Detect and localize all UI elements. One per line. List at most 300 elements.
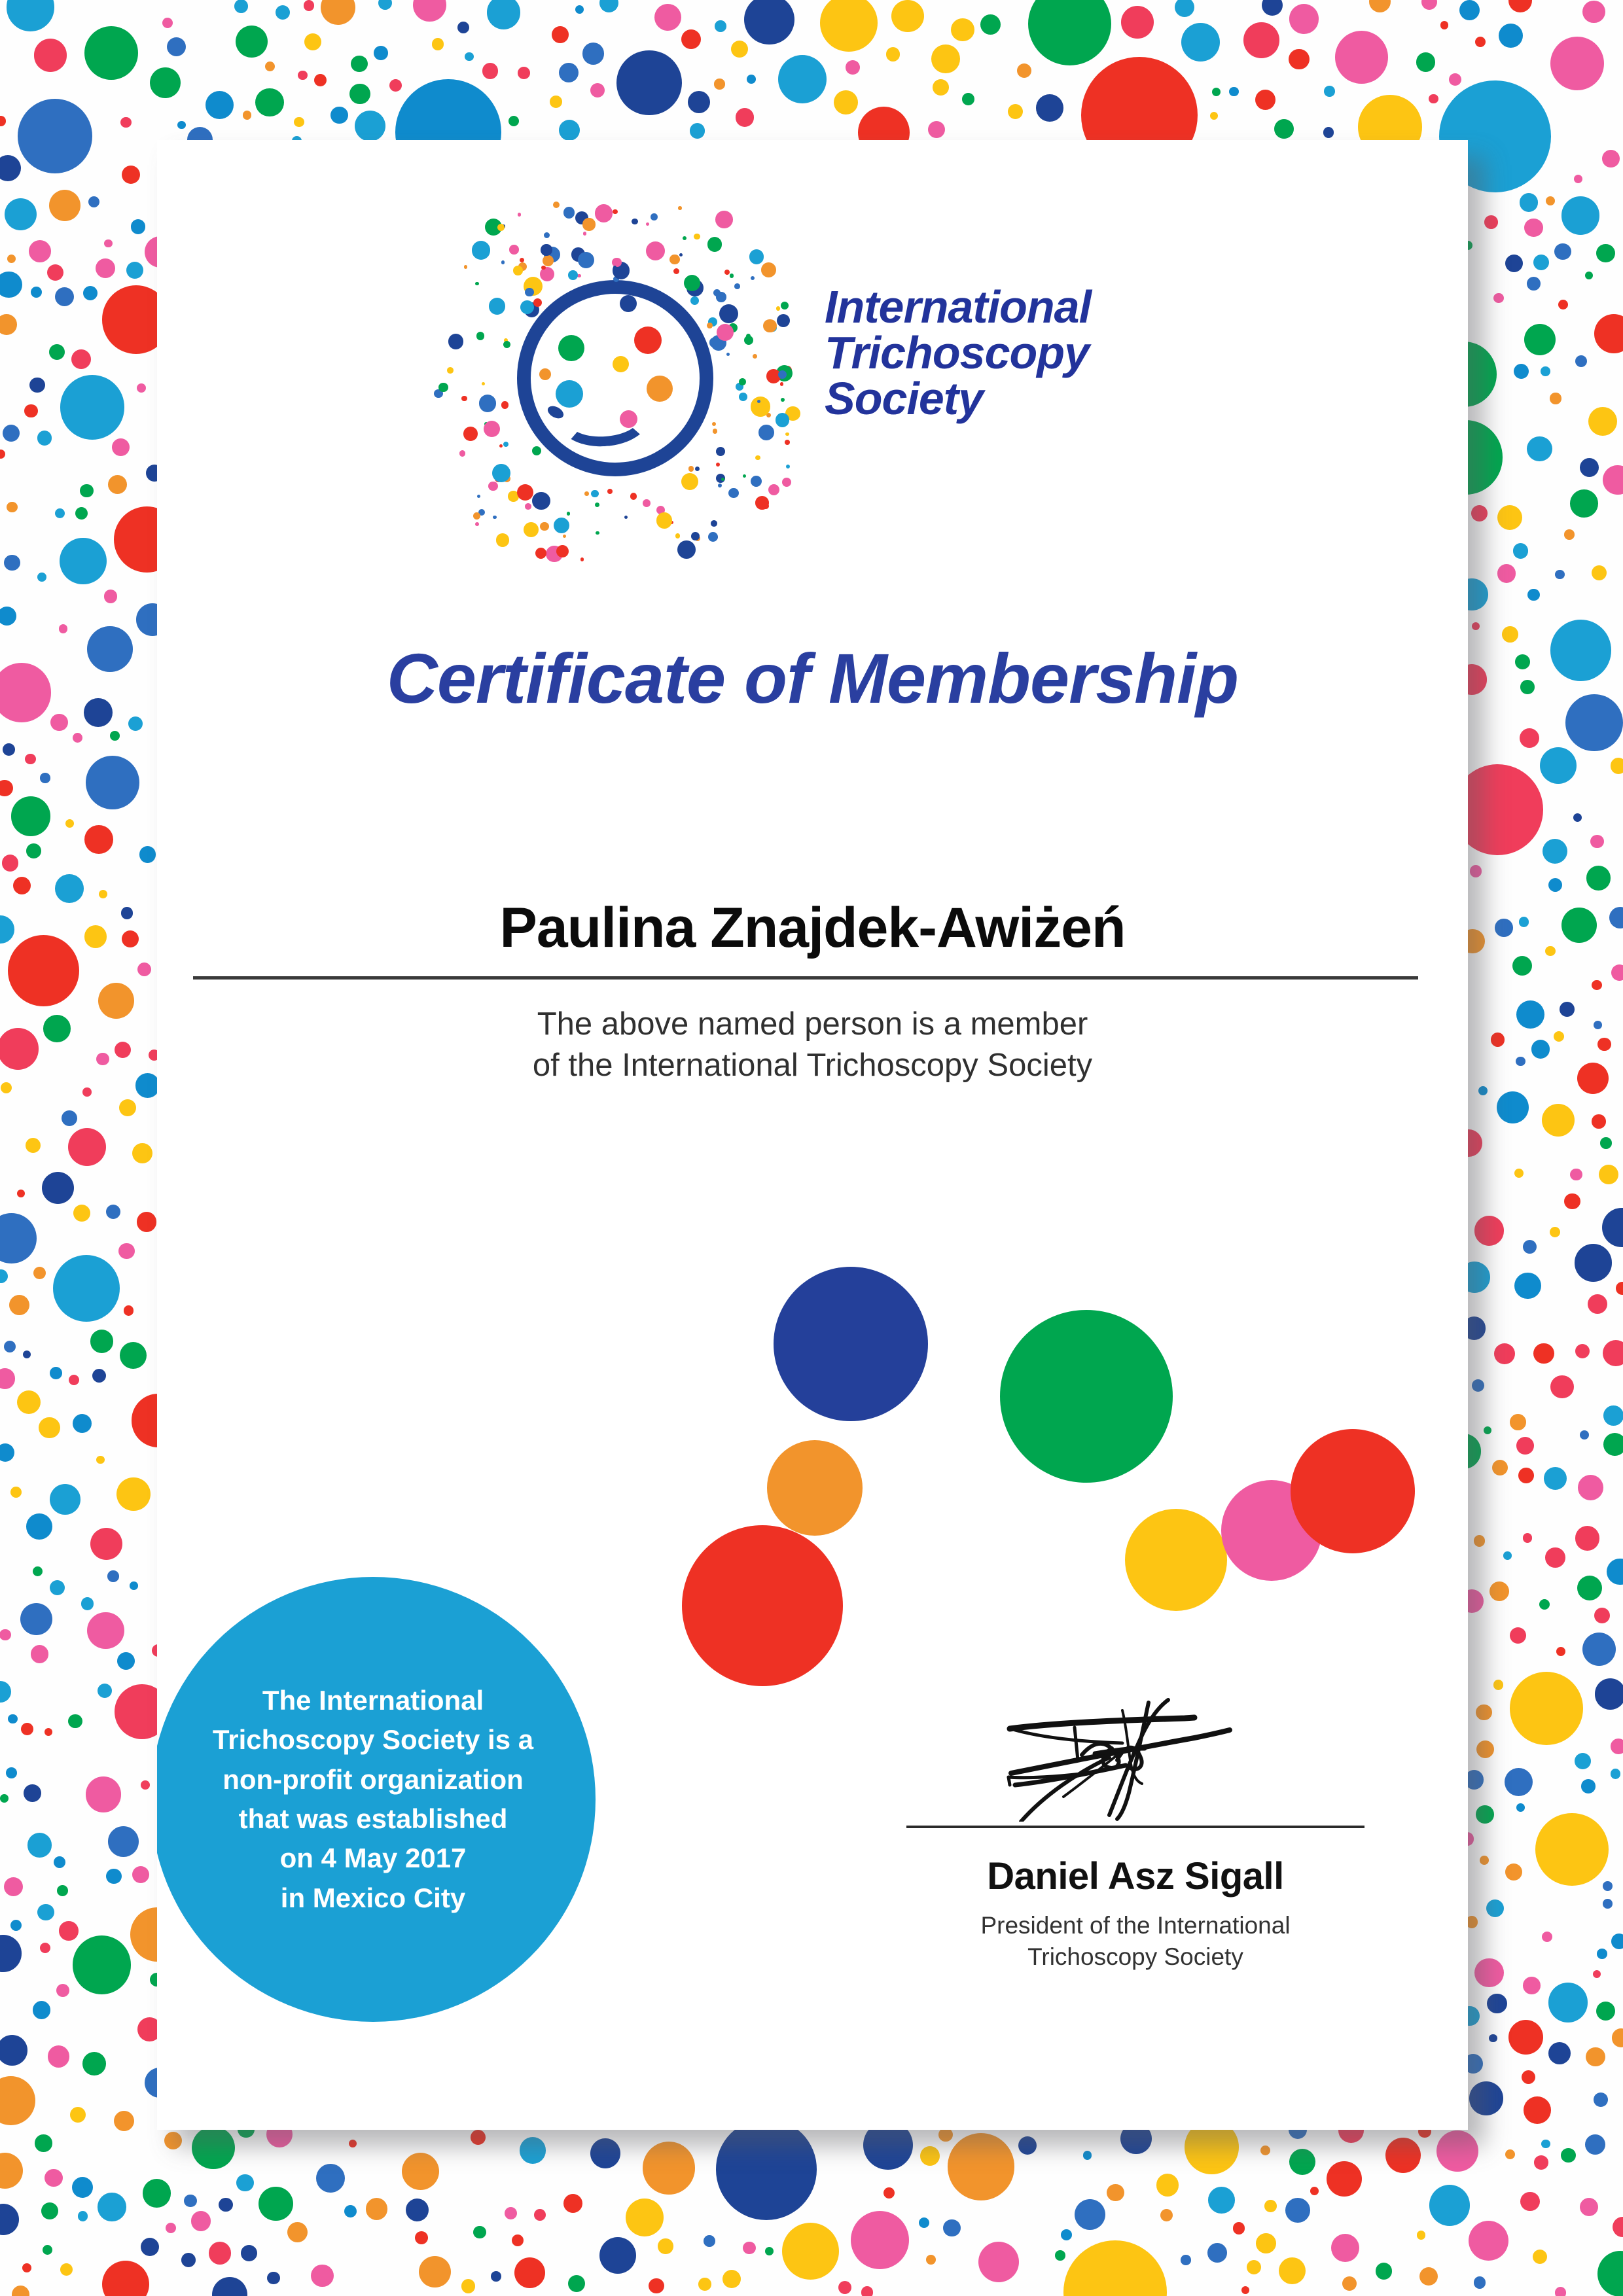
confetti-dot [978,2242,1019,2282]
confetti-dot [1550,620,1611,680]
confetti-dot [1548,2042,1571,2064]
logo-scatter-dot [463,427,478,441]
confetti-dot [83,286,98,300]
logo-scatter-dot [785,433,789,436]
confetti-dot [1520,2192,1540,2212]
confetti-dot [1611,1769,1620,1778]
confetti-dot [716,2119,817,2219]
confetti-dot [690,123,705,138]
confetti-dot [681,29,702,50]
logo-scatter-dot [751,397,771,417]
confetti-dot [658,2238,673,2253]
confetti-dot [73,1935,131,1994]
confetti-dot [53,1255,120,1322]
confetti-dot [33,1267,46,1279]
confetti-dot [861,2286,874,2296]
confetti-dot [1597,2251,1623,2296]
logo-scatter-dot [580,557,584,561]
logo-scatter-dot [719,304,738,323]
logo-scatter-dot [577,274,580,277]
confetti-dot [1519,917,1529,927]
confetti-dot [75,507,88,520]
confetti-dot [82,2052,106,2075]
confetti-dot [1516,1437,1534,1455]
confetti-dot [1542,1932,1552,1942]
confetti-dot [461,2279,475,2293]
logo-scatter-dot [477,495,480,498]
confetti-dot [1262,0,1283,16]
confetti-dot [1493,1680,1504,1690]
confetti-dot [114,2111,134,2131]
confetti-dot [0,607,16,626]
confetti-dot [550,96,562,108]
confetti-dot [1289,2149,1315,2175]
confetti-dot [4,555,20,571]
confetti-dot [1419,2267,1438,2286]
confetti-dot [1594,2093,1608,2107]
logo-scatter-dot [786,465,790,468]
logo-scatter-dot [501,260,505,264]
confetti-dot [1474,1216,1505,1246]
confetti-dot [298,71,307,80]
confetti-dot [0,1794,9,1803]
confetti-dot [1542,1104,1575,1137]
logo-scatter-dot [758,425,774,440]
confetti-dot [1592,565,1607,580]
logo-scatter-dot [683,236,687,240]
confetti-dot [1233,2222,1245,2234]
logo-scatter-dot [567,512,571,516]
confetti-dot [1575,1753,1591,1769]
logo-scatter-dot [675,533,681,539]
confetti-dot [1527,436,1552,462]
logo-scatter-dot [464,265,467,268]
confetti-dot [1548,1983,1588,2022]
logo-scatter-dot [632,219,637,224]
confetti-dot [47,264,63,281]
confetti-dot [1597,1949,1607,1959]
logo-scatter-dot [718,484,722,487]
confetti-dot [96,1053,109,1065]
confetti-dot [24,1784,41,1802]
confetti-dot [70,2107,86,2123]
confetti-dot [1524,324,1556,355]
logo-scatter-dot [479,395,497,412]
confetti-dot [1028,0,1111,65]
confetti-dot [1582,1,1605,24]
logo-scatter-dot [679,253,683,256]
confetti-dot [40,1943,50,1953]
confetti-dot [378,0,392,10]
confetti-dot [1484,215,1498,229]
confetti-dot [131,219,145,234]
confetti-dot [1588,1294,1607,1314]
confetti-dot [24,404,38,418]
signature-line [906,1826,1364,1828]
confetti-dot [1247,2260,1261,2274]
confetti-dot [747,75,756,84]
confetti-dot [1210,112,1218,120]
confetti-dot [1510,1414,1525,1430]
confetti-dot [7,0,54,31]
confetti-dot [1550,1227,1560,1237]
confetti-dot [1484,1426,1492,1435]
logo-scatter-dot [688,466,694,472]
confetti-dot [563,2194,582,2213]
confetti-dot [514,2257,545,2288]
confetti-dot [108,475,127,494]
confetti-dot [7,255,16,263]
confetti-dot [124,1305,134,1315]
logo-scatter-dot [472,241,491,260]
confetti-dot [1577,1576,1602,1600]
confetti-dot [209,2242,231,2264]
confetti-dot [62,1110,77,1126]
confetti-dot [84,925,107,947]
confetti-dot [0,780,13,797]
confetti-dot [167,37,186,56]
confetti-dot [1523,1533,1532,1542]
confetti-dot [1602,150,1620,168]
confetti-dot [1561,908,1597,943]
confetti-dot [1603,1340,1623,1367]
confetti-dot [8,935,79,1006]
confetti-dot [1335,31,1388,84]
confetti-dot [0,663,51,722]
confetti-dot [1260,2146,1270,2155]
confetti-dot [234,0,248,13]
confetti-dot [37,1904,54,1920]
confetti-dot [743,2242,755,2254]
logo-scatter-dot [739,393,747,401]
confetti-dot [73,1205,90,1222]
confetti-dot [482,63,498,79]
badge-line-4: that was established [238,1803,508,1834]
confetti-dot [141,1780,150,1790]
confetti-dot [1274,119,1294,139]
center-dot [682,1525,843,1686]
confetti-dot [1555,570,1564,579]
confetti-dot [344,2205,357,2217]
confetti-dot [162,18,173,28]
confetti-dot [1602,1208,1623,1248]
confetti-dot [29,378,45,393]
badge-line-1: The International [262,1684,484,1716]
confetti-dot [1459,0,1480,20]
confetti-dot [50,1484,80,1515]
confetti-dot [112,438,130,456]
confetti-dot [92,1369,106,1383]
confetti-dot [1533,1343,1554,1364]
signature-block [887,1697,1384,1973]
logo-scatter-dot [673,268,679,274]
confetti-dot [1478,1086,1488,1095]
confetti-dot [0,116,6,126]
confetti-dot [1156,2174,1179,2197]
logo-scatter-dot [762,503,768,509]
confetti-dot [0,1213,37,1263]
confetti-dot [1256,2233,1276,2253]
signatory-name: Daniel Asz Sigall [987,1855,1284,1898]
confetti-dot [552,26,569,43]
confetti-dot [2,855,18,871]
confetti-dot [1590,835,1604,849]
confetti-dot [714,79,724,89]
confetti-dot [402,2153,439,2190]
confetti-dot [1474,1958,1503,1987]
logo-scatter-dot [543,255,554,266]
confetti-dot [33,2001,51,2019]
confetti-dot [980,14,1001,35]
confetti-dot [212,2277,247,2296]
confetti-dot [1564,529,1574,539]
confetti-dot [276,5,290,20]
confetti-dot [29,240,51,262]
confetti-dot [626,2199,664,2236]
confetti-dot [590,83,605,97]
logo-inner-dot [556,380,583,408]
confetti-dot [1491,1033,1505,1046]
membership-statement [157,1004,1468,1086]
center-dot [1000,1310,1173,1483]
confetti-dot [73,733,82,743]
confetti-dot [99,890,107,898]
confetti-dot [98,2193,126,2221]
confetti-dot [314,74,327,86]
confetti-dot [1516,1057,1525,1066]
confetti-dot [1499,24,1523,48]
confetti-dot [1181,2255,1190,2265]
confetti-dot [73,1414,92,1433]
confetti-dot [599,0,618,12]
confetti-dot [80,484,93,497]
confetti-dot [31,287,43,298]
center-dot [1291,1429,1415,1553]
confetti-dot [1469,2081,1503,2115]
logo-scatter-dot [563,535,566,538]
confetti-dot [1616,1282,1623,1295]
confetti-dot [6,1767,17,1778]
logo-scatter-dot [489,298,505,314]
wordmark-line-3: Society [825,373,983,424]
confetti-dot [951,18,974,42]
confetti-dot [1505,2149,1515,2159]
confetti-dot [40,773,50,783]
logo-scatter-dot [744,336,753,345]
confetti-dot [1487,1994,1507,2014]
confetti-dot [236,2174,254,2192]
confetti-dot [1545,946,1555,956]
confetti-dot [512,2234,524,2246]
confetti-dot [164,2132,182,2149]
confetti-dot [1570,489,1598,518]
logo-scatter-dot [743,474,746,478]
logo-scatter-dot [517,484,533,501]
confetti-dot [120,117,131,128]
confetti-dot [12,2286,30,2296]
confetti-dot [139,846,156,863]
logo-inner-dot [620,295,637,312]
confetti-dot [50,1367,62,1379]
logo-scatter-dot [782,478,792,487]
confetti-dot [31,1645,49,1663]
confetti-dot [419,2256,450,2287]
confetti-dot [1476,1704,1491,1720]
confetti-dot [1075,2199,1105,2230]
logo-scatter-dot [777,314,790,327]
confetti-dot [88,196,99,207]
confetti-dot [1612,2028,1623,2047]
about-society-badge-text [170,1681,576,1918]
logo-scatter-dot [712,422,716,426]
logo-scatter-dot [613,209,618,215]
confetti-dot [130,1581,138,1590]
confetti-dot [1561,196,1600,235]
confetti-dot [1593,1970,1601,1978]
logo-scatter-dot [715,243,721,249]
confetti-dot [243,111,252,120]
logo-scatter-dot [721,478,724,481]
confetti-dot [1540,747,1577,784]
confetti-dot [219,2198,232,2212]
confetti-dot [838,2281,852,2295]
confetti-dot [1207,2243,1227,2263]
logo-scatter-dot [708,532,718,542]
badge-line-2: Trichoscopy Society is a [212,1724,534,1756]
confetti-dot [1560,1002,1575,1017]
confetti-dot [1474,2276,1486,2288]
confetti-dot [1489,1581,1509,1601]
confetti-dot [1522,2070,1535,2084]
confetti-dot [0,155,21,181]
logo-scatter-dot [503,442,508,447]
confetti-dot [17,1190,25,1197]
confetti-dot [1497,564,1516,583]
confetti-dot [520,2137,546,2164]
confetti-dot [1580,458,1599,477]
confetti-dot [90,1330,114,1353]
confetti-dot [68,1128,106,1166]
confetti-dot [654,4,681,31]
confetti-dot [933,79,949,96]
confetti-dot [389,79,402,92]
confetti-dot [35,2134,52,2151]
confetti-dot [883,2187,895,2199]
confetti-dot [1083,2151,1092,2160]
confetti-dot [575,5,584,14]
logo-scatter-dot [578,252,594,268]
confetti-dot [568,2275,585,2292]
logo-scatter-dot [730,274,734,277]
logo-scatter-dot [690,296,699,305]
confetti-dot [1554,1031,1565,1042]
confetti-dot [1603,1899,1613,1909]
confetti-dot [1342,2276,1357,2291]
confetti-dot [1327,2161,1362,2197]
confetti-dot [1417,2231,1425,2239]
confetti-dot [432,38,444,50]
confetti-dot [1543,839,1567,864]
confetti-dot [736,108,754,126]
confetti-dot [141,2238,159,2256]
confetti-dot [150,67,181,98]
confetti-dot [26,1138,41,1153]
confetti-dot [1518,1468,1534,1483]
confetti-dot [1486,1899,1505,1918]
confetti-dot [1574,175,1582,183]
confetti-dot [590,2138,620,2168]
confetti-dot [1556,1647,1565,1656]
logo-scatter-dot [651,213,658,221]
confetti-dot [0,1629,11,1641]
confetti-dot [1476,1805,1494,1824]
confetti-dot [1061,2229,1072,2240]
confetti-dot [1596,244,1614,262]
logo-scatter-dot [475,282,479,286]
confetti-dot [920,2146,940,2166]
confetti-dot [132,1866,149,1883]
center-dot-motif [157,1135,1468,1625]
confetti-dot [1289,49,1310,70]
confetti-dot [4,1341,16,1352]
logo-scatter-dot [540,522,549,531]
logo-scatter-dot [713,429,718,434]
confetti-dot [4,1877,23,1896]
confetti-dot [1613,2217,1623,2237]
logo-scatter-dot [678,206,682,210]
confetti-dot [1586,2047,1605,2066]
confetti-dot [20,1603,52,1635]
confetti-dot [765,2247,774,2255]
logo-scatter-dot [656,512,672,528]
logo-scatter-dot [677,540,696,559]
confetti-dot [1527,277,1541,291]
confetti-dot [1575,355,1587,367]
logo-scatter-dot [497,224,505,231]
confetti-dot [5,198,37,230]
confetti-dot [1474,1535,1485,1546]
confetti-dot [137,383,146,393]
logo-scatter-dot [447,367,454,374]
confetti-dot [119,1099,136,1116]
confetti-dot [1575,1526,1599,1550]
logo-scatter-dot [520,258,524,262]
confetti-dot [928,121,945,138]
confetti-dot [1429,94,1438,103]
confetti-dot [0,915,14,944]
confetti-dot [43,1015,70,1042]
confetti-dot [143,2179,171,2207]
confetti-dot [406,2199,429,2221]
confetti-dot [1531,1040,1550,1059]
confetti-dot [1573,813,1582,822]
confetti-dot [1533,2250,1548,2265]
confetti-dot [1018,2136,1037,2155]
confetti-dot [34,39,67,71]
confetti-dot [1548,878,1562,892]
confetti-dot [1524,2096,1551,2124]
center-dot [767,1440,863,1536]
confetti-dot [84,825,113,854]
confetti-dot [643,2142,696,2195]
confetti-dot [919,2217,929,2228]
confetti-dot [43,2245,52,2255]
confetti-dot [1472,1379,1484,1392]
logo-inner-dot [634,327,662,354]
confetti-dot [8,1714,17,1723]
logo-scatter-dot [753,354,757,359]
confetti-dot [98,1684,112,1698]
